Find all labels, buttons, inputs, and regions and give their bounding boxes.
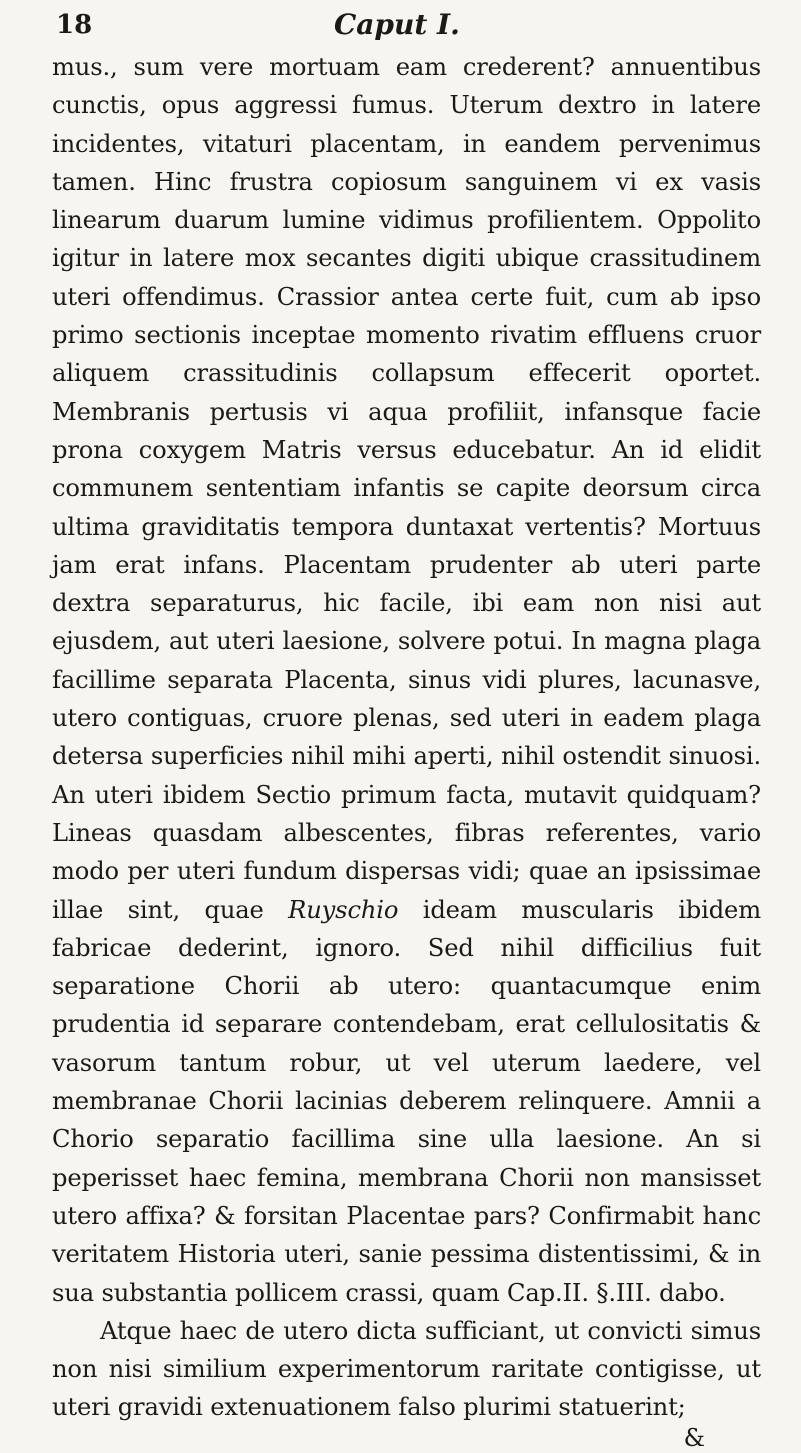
- running-head: Caput I.: [334, 8, 460, 41]
- paragraph: [52, 1312, 761, 1427]
- text-segment: ideam muscularis ibidem fabricae dederint, ignoro. Sed nihil difficilius fuit separatione Chorii ab utero: quantacumque enim prudentia id separare contendebam, erat cellulositatis & vasorum tantum robur, ut vel uterum laedere, vel membranae Chorii lacinias deberem relinquere. Amnii a Chorio separatio facillima sine ulla laesione. An si peperisset haec femina, membrana Chorii non mansisset utero affixa? & forsitan Placentae pars? Confirmabit hanc veritatem Historia uteri, sanie pessima distentissimi, & in sua substantia pollicem crassi, quam Cap.II. §.III. dabo.: [52, 895, 761, 1307]
- body-text: [52, 48, 761, 1427]
- paragraph: [52, 48, 761, 1312]
- text-segment: mus., sum vere mortuam eam crederent? annuentibus cunctis, opus aggressi fumus. Uterum dextro in latere incidentes, vitaturi placentam, in eandem pervenimus tamen. Hinc frustra copiosum sanguinem vi ex vasis linearum duarum lumine vidimus profilientem. Oppolito igitur in latere mox secantes digiti ubique crassitudinem uteri offendimus. Crassior antea certe fuit, cum ab ipso primo sectionis inceptae momento rivatim effluens cruor aliquem crassitudinis collapsum effecerit oportet. Membranis pertusis vi aqua profiliit, infansque facie prona coxygem Matris versus educebatur. An id elidit communem sententiam infantis se capite deorsum circa ultima graviditatis tempora duntaxat vertentis? Mortuus jam erat infans. Placentam prudenter ab uteri parte dextra separaturus, hic facile, ibi eam non nisi aut ejusdem, aut uteri laesione, solvere potui. In magna plaga facillime separata Placenta, sinus vidi plures, lacunasve, utero contiguas, cruore plenas, sed uteri in eadem plaga detersa superficies nihil mihi aperti, nihil ostendit sinuosi. An uteri ibidem Sectio primum facta, mutavit quidquam? Lineas quasdam albescentes, fibras referentes, vario modo per uteri fundum dispersas vidi; quae an ipsissimae illae sint, quae: [52, 53, 761, 924]
- text-segment: Atque haec de utero dicta sufficiant, ut convicti simus non nisi similium experimentorum raritate contigisse, ut uteri gravidi extenuationem falso plurimi statuerint;: [52, 1316, 761, 1422]
- page-header: [52, 8, 761, 48]
- catchword: &: [683, 1423, 705, 1452]
- page-number: 18: [56, 10, 93, 40]
- italic-text: Ruyschio: [288, 895, 399, 924]
